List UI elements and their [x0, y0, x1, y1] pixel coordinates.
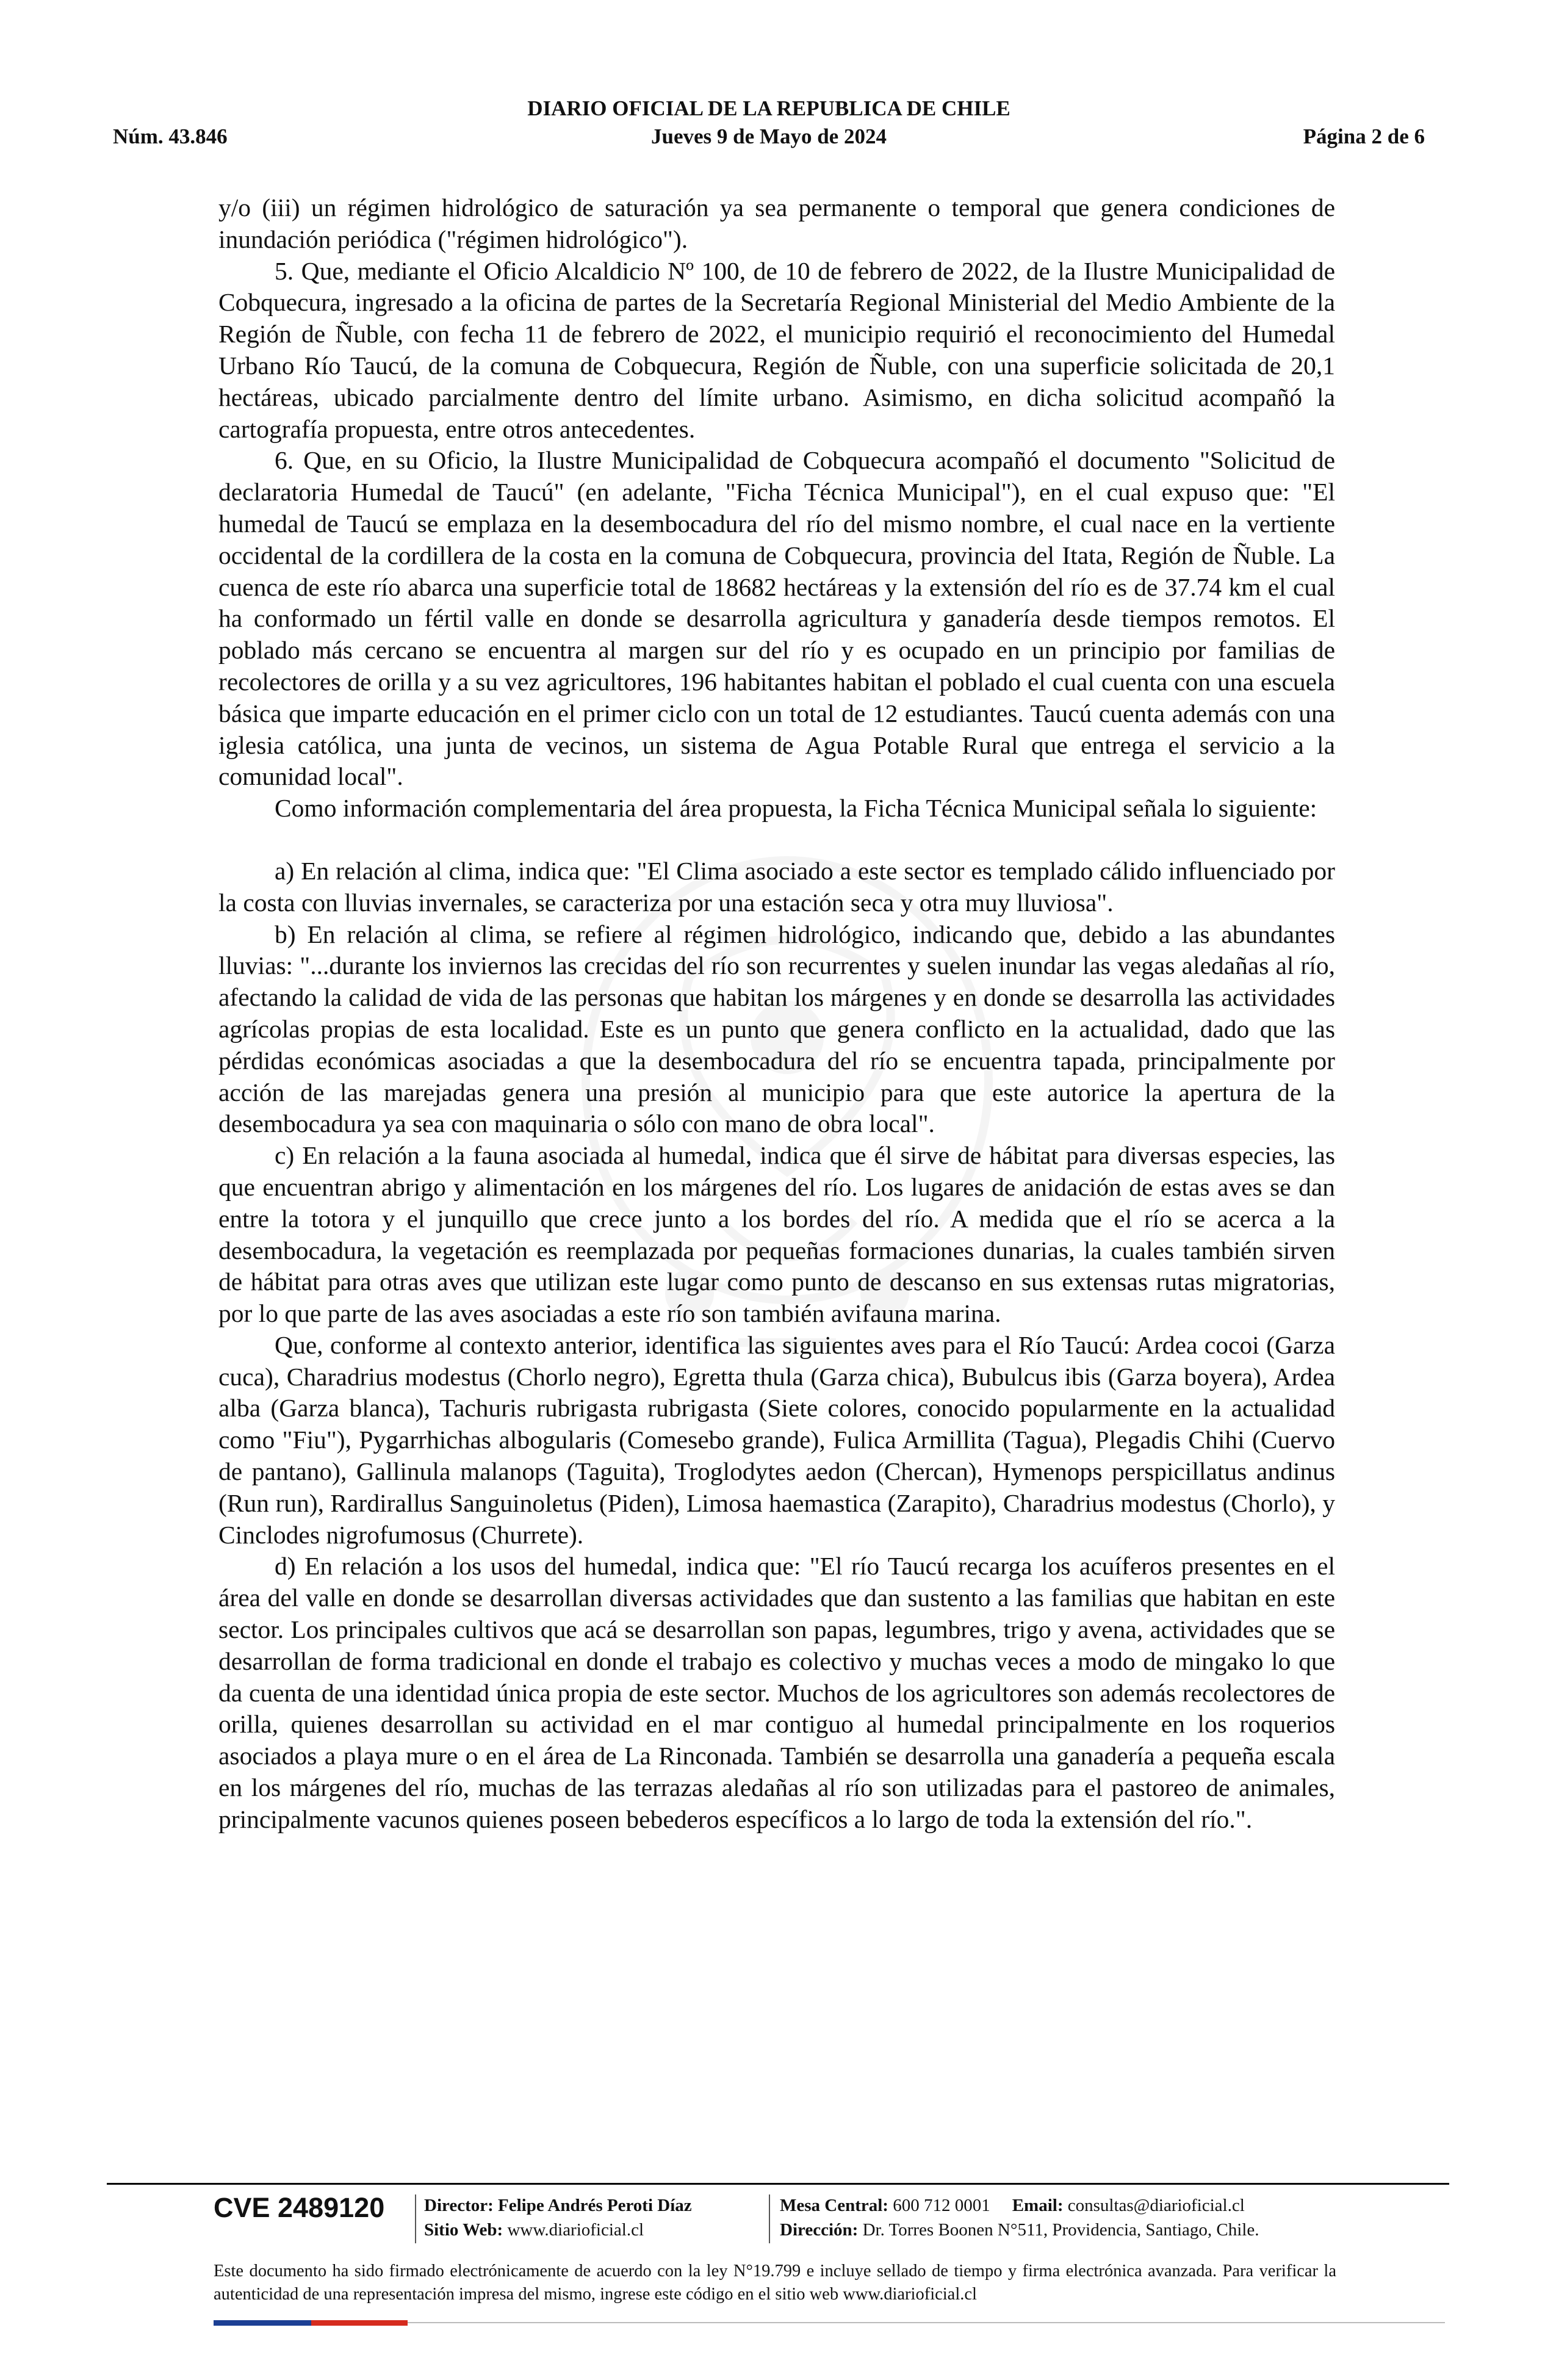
- director-name: Felipe Andrés Peroti Díaz: [498, 2196, 692, 2215]
- footer-separator: [415, 2194, 416, 2243]
- paragraph-a-climate: a) En relación al clima, indica que: "El Clima asociado a este sector es templado cálido influenciado por la costa con lluvias invernales, se caracteriza por una estación seca y otra muy lluviosa".: [218, 856, 1335, 917]
- signature-notice: Este documento ha sido firmado electrónicamente de acuerdo con la ley N°19.799 e incluye sellado de tiempo y firma electrónica avanzada. Para verificar la autenticidad de una representación impresa del mismo, ingrese este código en el sitio web www.diarioficial.cl: [214, 2262, 1336, 2304]
- footer-separator: [769, 2194, 770, 2243]
- paragraph-spacer: [218, 824, 1335, 856]
- issue-number: Núm. 43.846: [113, 124, 228, 148]
- publication-title: DIARIO OFICIAL DE LA REPUBLICA DE CHILE: [527, 96, 1010, 120]
- bottom-divider: [408, 2322, 1445, 2323]
- mesa-central-label: Mesa Central:: [780, 2196, 888, 2215]
- paragraph-complementary-info: Como información complementaria del área propuesta, la Ficha Técnica Municipal señala lo siguiente:: [275, 794, 1317, 823]
- email-label: Email:: [1012, 2196, 1064, 2215]
- cve-code: CVE 2489120: [214, 2192, 385, 2223]
- flag-color-bar: [214, 2320, 408, 2326]
- address-label: Dirección:: [780, 2220, 859, 2240]
- flag-blue-segment: [214, 2320, 311, 2326]
- paragraph-6: 6. Que, en su Oficio, la Ilustre Municipalidad de Cobquecura acompañó el documento "Solicitud de declaratoria Humedal de Taucú" (en adelante, "Ficha Técnica Municipal"), en el cual expuso que: "El humedal de Taucú se emplaza en la desembocadura del río del mismo nombre, el cual nace en la vertiente occidental de la cordillera de la costa en la comuna de Cobquecura, provincia del Itata, Región de Ñuble. La cuenca de este río abarca una superficie total de 18682 hectáreas y la extensión del río es de 37.74 km el cual ha conformado un fértil valle en donde se desarrolla agricultura y ganadería desde tiempos remotos. El poblado más cercano se encuentra al margen sur del río y es ocupado en un principio por familias de recolectores de orilla y a su vez agricultores, 196 habitantes habitan el poblado el cual cuenta con una escuela básica que imparte educación en el primer ciclo con un total de 12 estudiantes. Taucú cuenta además con una iglesia católica, una junta de vecinos, un sistema de Agua Potable Rural que entrega el servicio a la comunidad local".: [218, 446, 1335, 791]
- page-indicator: Página 2 de 6: [1303, 124, 1425, 148]
- mesa-central-phone: 600 712 0001: [893, 2196, 990, 2215]
- director-label: Director:: [424, 2196, 494, 2215]
- paragraph-c-fauna: c) En relación a la fauna asociada al humedal, indica que él sirve de hábitat para diversas especies, las que encuentran abrigo y alimentación en los márgenes del río. Los lugares de anidación de estas aves se dan entre la totora y el junquillo que crece junto a los bordes del río. A medida que el río se acerca a la desembocadura, la vegetación es reemplazada por pequeñas formaciones dunarias, la cuales también sirven de hábitat para otras aves que utilizan este lugar como punto de descanso en sus extensas rutas migratorias, por lo que parte de las aves asociadas a este río son también avifauna marina.: [218, 1141, 1335, 1328]
- paragraph-5: 5. Que, mediante el Oficio Alcaldicio Nº 100, de 10 de febrero de 2022, de la Ilustre Municipalidad de Cobquecura, ingresado a la oficina de partes de la Secretaría Regional Ministerial del Medio Ambiente de la Región de Ñuble, con fecha 11 de febrero de 2022, el municipio requirió el reconocimiento del Humedal Urbano Río Taucú, de la comuna de Cobquecura, Región de Ñuble, con una superficie solicitada de 20,1 hectáreas, ubicado parcialmente dentro del límite urbano. Asimismo, en dicha solicitud acompañó la cartografía propuesta, entre otros antecedentes.: [218, 256, 1335, 443]
- footer-divider: [107, 2183, 1449, 2185]
- issue-date: Jueves 9 de Mayo de 2024: [651, 124, 887, 148]
- flag-red-segment: [311, 2320, 408, 2326]
- paragraph-b-hydrology: b) En relación al clima, se refiere al régimen hidrológico, indicando que, debido a las abundantes lluvias: "...durante los inviernos las crecidas del río son recurrentes y suelen inundar las vegas aledañas al río, afectando la calidad de vida de las personas que habitan los márgenes y en donde se desarrolla las actividades agrícolas propias de esta localidad. Este es un punto que genera conflicto en la actualidad, dado que las pérdidas económicas asociadas a que la desembocadura del río se encuentra tapada, principalmente por acción de las marejadas genera una presión al municipio para que este autorice la apertura de la desembocadura ya sea con maquinaria o sólo con mano de obra local".: [218, 920, 1335, 1138]
- address-value: Dr. Torres Boonen N°511, Providencia, Santiago, Chile.: [862, 2220, 1259, 2240]
- footer-contact-column: [780, 2193, 1259, 2242]
- page-header: [113, 95, 1425, 156]
- paragraph-continuation: y/o (iii) un régimen hidrológico de saturación ya sea permanente o temporal que genera condiciones de inundación periódica ("régimen hidrológico").: [218, 193, 1335, 253]
- website-label: Sitio Web:: [424, 2220, 503, 2240]
- paragraph-d-uses: d) En relación a los usos del humedal, indica que: "El río Taucú recarga los acuíferos presentes en el área del valle en donde se desarrollan diversas actividades que dan sustento a las familias que habitan en este sector. Los principales cultivos que acá se desarrollan son papas, legumbres, trigo y avena, actividades que se desarrollan de forma tradicional en donde el trabajo es colectivo y muchas veces a modo de mingako lo que da cuenta de una identidad única propia de este sector. Muchos de los agricultores son además recolectores de orilla, quienes desarrollan su actividad en el mar contiguo al humedal principalmente en los roquerios asociados a playa mure o en el área de La Rinconada. También se desarrolla una ganadería a pequeña escala en los márgenes del río, muchas de las terrazas aledañas al río son utilizadas para el pastoreo de animales, principalmente vacunos quienes poseen bebederos específicos a lo largo de toda la extensión del río.".: [218, 1552, 1335, 1833]
- article-body: [218, 192, 1335, 1836]
- email-link[interactable]: consultas@diarioficial.cl: [1067, 2196, 1245, 2215]
- footer-director-column: [424, 2193, 692, 2242]
- paragraph-bird-species: Que, conforme al contexto anterior, identifica las siguientes aves para el Río Taucú: Ardea cocoi (Garza cuca), Charadrius modestus (Chorlo negro), Egretta thula (Garza chica), Bubulcus ibis (Garza boyera), Ardea alba (Garza blanca), Tachuris rubrigasta rubrigasta (Siete colores, conocido popularmente en la actualidad como "Fiu"), Pygarrhichas albogularis (Comesebo grande), Fulica Armillita (Tagua), Plegadis Chihi (Cuervo de pantano), Gallinula malanops (Taguita), Troglodytes aedon (Chercan), Hymenops perspicillatus andinus (Run run), Rardirallus Sanguinoletus (Piden), Limosa haemastica (Zarapito), Charadrius modestus (Chorlo), y Cinclodes nigrofumosus (Churrete).: [218, 1330, 1335, 1549]
- website-link[interactable]: www.diarioficial.cl: [507, 2220, 644, 2240]
